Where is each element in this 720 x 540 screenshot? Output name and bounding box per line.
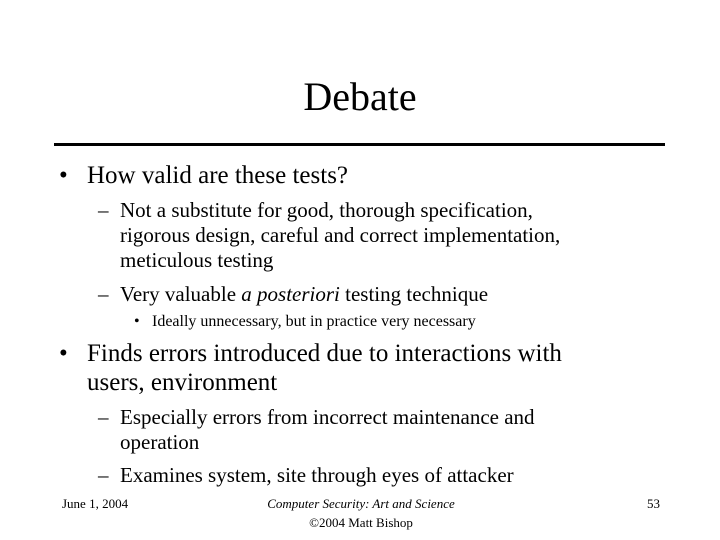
footer-date: June 1, 2004 xyxy=(62,496,129,511)
bullet-2-line-2: users, environment xyxy=(87,369,278,396)
sub-1-2-1-text: Ideally unnecessary, but in practice very necessary xyxy=(152,313,476,330)
sub-2-1-line-1: Especially errors from incorrect maintenance and xyxy=(120,405,535,429)
sub-1-1-line-1: Not a substitute for good, thorough specification, xyxy=(120,198,533,222)
sub-1-2-italic: a posteriori xyxy=(241,282,340,306)
sub-1-2-prefix: Very valuable xyxy=(120,282,242,306)
footer-copyright: ©2004 Matt Bishop xyxy=(309,515,413,530)
dash-marker: – xyxy=(98,463,109,487)
dash-marker: – xyxy=(98,282,109,306)
dash-marker: – xyxy=(98,198,109,222)
bullet-marker-small: • xyxy=(134,313,140,330)
footer-course: Computer Security: Art and Science xyxy=(267,496,455,511)
sub-1-1-line-2: rigorous design, careful and correct implementation, xyxy=(120,223,561,247)
bullet-1-text: How valid are these tests? xyxy=(87,162,349,189)
bullet-marker: • xyxy=(59,162,68,189)
footer-page-number: 53 xyxy=(647,496,660,511)
sub-1-2-text xyxy=(120,282,488,306)
sub-1-1-line-3: meticulous testing xyxy=(120,248,274,272)
sub-2-1-line-2: operation xyxy=(120,430,200,454)
title-divider xyxy=(54,143,665,146)
bullet-marker: • xyxy=(59,340,68,367)
sub-2-2-text: Examines system, site through eyes of attacker xyxy=(120,463,514,487)
slide-title: Debate xyxy=(303,74,417,119)
bullet-2-line-1: Finds errors introduced due to interactions with xyxy=(87,340,562,367)
dash-marker: – xyxy=(98,405,109,429)
sub-1-2-suffix: testing technique xyxy=(339,282,489,306)
